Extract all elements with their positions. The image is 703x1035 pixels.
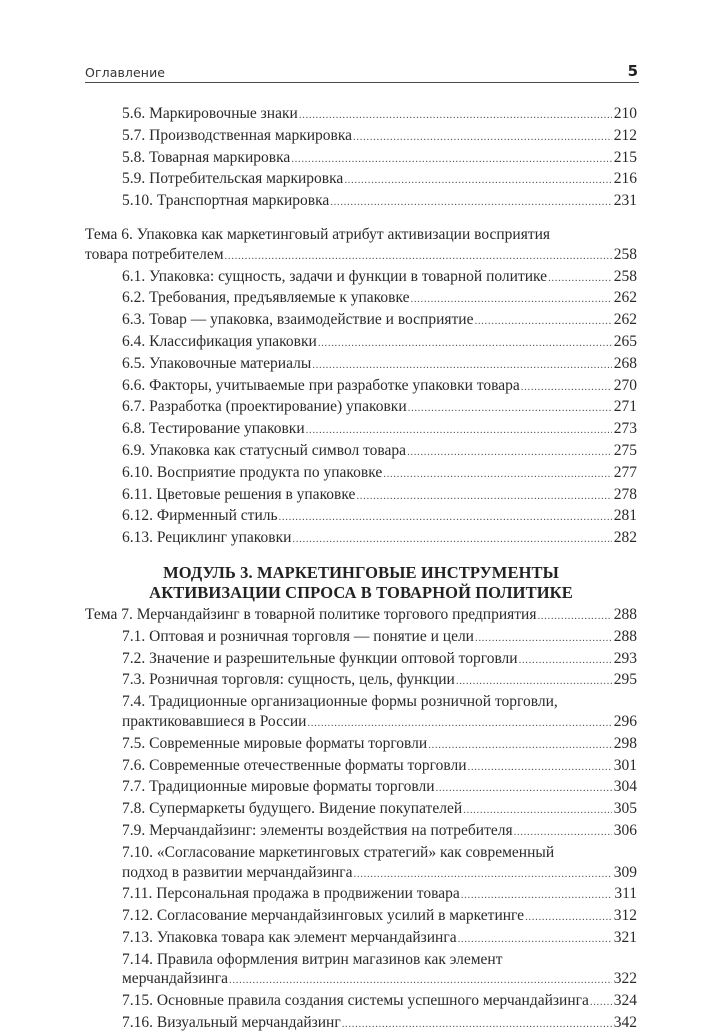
toc-entry-page: 258 (613, 267, 637, 285)
toc-entry[interactable] (85, 148, 637, 170)
toc-entry-page: 304 (613, 778, 637, 796)
dot-leader (525, 908, 612, 928)
toc-entry-title-line1: 7.4. Традиционные организационные формы розничной торговли, (122, 693, 558, 711)
toc-entry-page: 262 (613, 289, 637, 307)
toc-entry-page: 258 (613, 245, 637, 263)
toc-entry[interactable] (85, 1013, 637, 1035)
toc-entry-title: 6.2. Требования, предъявляемые к упаковке (122, 289, 410, 307)
dot-leader (354, 865, 612, 885)
toc-entry-title: 7.2. Значение и разрешительные функции оптовой торговли (122, 649, 518, 667)
toc-entry-page: 275 (613, 441, 637, 459)
toc-entry-title: 7.8. Супермаркеты будущего. Видение покупателей (122, 800, 463, 818)
toc-entry-page: 305 (613, 800, 637, 818)
toc-entry-page: 282 (613, 529, 637, 547)
toc-entry-title: 6.9. Упаковка как статусный символ товара (122, 441, 407, 459)
dot-leader (229, 971, 612, 991)
toc-entry[interactable] (85, 104, 637, 126)
dot-leader (330, 193, 611, 213)
dot-leader (353, 128, 612, 148)
toc-entry[interactable] (85, 485, 637, 507)
toc-entry[interactable] (85, 799, 637, 821)
toc-entry[interactable] (85, 906, 637, 928)
dot-leader (474, 312, 611, 332)
module-heading-line1: МОДУЛЬ 3. МАРКЕТИНГОВЫЕ ИНСТРУМЕНТЫ (163, 562, 559, 582)
toc-entry-title: 7.7. Традиционные мировые форматы торговли (122, 778, 435, 796)
dot-leader (548, 269, 612, 289)
toc-entry[interactable] (85, 756, 637, 778)
toc-entry-page: 312 (613, 907, 637, 925)
dot-leader (342, 1015, 612, 1035)
toc-entry[interactable] (85, 528, 637, 550)
toc-entry-title-line1: 7.14. Правила оформления витрин магазинов как элемент (122, 950, 503, 968)
dot-leader (410, 290, 611, 310)
dot-leader (344, 171, 611, 191)
toc-entry-page: 231 (613, 192, 637, 210)
toc-entry[interactable] (85, 463, 637, 485)
toc-entry-page: 324 (613, 992, 637, 1010)
toc-entry-title: 5.7. Производственная маркировка (122, 126, 353, 144)
toc-entry[interactable] (85, 267, 637, 289)
toc-entry-title: 6.1. Упаковка: сущность, задачи и функции в товарной политике (122, 267, 548, 285)
dot-leader (299, 106, 612, 126)
dot-leader (458, 930, 612, 950)
toc-entry-page: 288 (613, 627, 637, 645)
toc-entry-page: 268 (613, 354, 637, 372)
dot-leader (428, 736, 612, 756)
dot-leader (225, 247, 612, 267)
dot-leader (307, 714, 611, 734)
toc-entry[interactable] (85, 670, 637, 692)
dot-leader (537, 607, 611, 627)
dot-leader (291, 150, 611, 170)
toc-entry-title: 5.8. Товарная маркировка (122, 148, 291, 166)
toc-entry-title: 6.13. Рециклинг упаковки (122, 529, 292, 547)
toc-entry[interactable] (85, 734, 637, 756)
toc-entry-title: 6.12. Фирменный стиль (122, 507, 278, 525)
toc-entry[interactable] (85, 419, 637, 441)
toc-entry-title: 7.6. Современные отечественные форматы торговли (122, 756, 467, 774)
toc-entry-title: 7.11. Персональная продажа в продвижении товара (122, 885, 460, 903)
toc-entry[interactable] (85, 169, 637, 191)
dot-leader (590, 993, 612, 1013)
toc-entry[interactable] (85, 692, 637, 734)
toc-entry-page: 301 (613, 756, 637, 774)
toc-entry-page: 342 (613, 1014, 637, 1032)
toc-entry[interactable] (85, 397, 637, 419)
toc-entry[interactable] (85, 991, 637, 1013)
toc-topic-6[interactable] (85, 225, 637, 267)
toc-entry-page: 298 (613, 734, 637, 752)
running-header (85, 62, 639, 83)
dot-leader (514, 823, 612, 843)
toc-entry-title: 7.5. Современные мировые форматы торговли (122, 734, 428, 752)
dot-leader (519, 651, 612, 671)
toc-entry[interactable] (85, 441, 637, 463)
dot-leader (461, 886, 613, 906)
toc-entry-page: 210 (613, 105, 637, 122)
toc-entry[interactable] (85, 310, 637, 332)
toc-entry-page: 322 (613, 970, 637, 988)
toc-entry-title: 7.15. Основные правила создания системы успешного мерчандайзинга (122, 992, 589, 1010)
toc-entry-page: 281 (613, 507, 637, 525)
toc-entry[interactable] (85, 126, 637, 148)
toc-entry[interactable] (85, 821, 637, 843)
table-of-contents (85, 104, 637, 1035)
toc-entry[interactable] (85, 928, 637, 950)
toc-entry-page: 321 (613, 928, 637, 946)
toc-entry-title: 6.4. Классификация упаковки (122, 332, 317, 350)
toc-entry-title: 6.5. Упаковочные материалы (122, 354, 312, 372)
toc-entry-title: 6.7. Разработка (проектирование) упаковки (122, 398, 407, 416)
toc-entry-title: 7.16. Визуальный мерчандайзинг (122, 1014, 341, 1032)
toc-topic-title: Тема 7. Мерчандайзинг в товарной политике торгового предприятия (85, 605, 537, 623)
toc-entry[interactable] (85, 950, 637, 992)
toc-entry-title-line2: практиковавшиеся в России (122, 712, 307, 730)
dot-leader (468, 758, 612, 778)
dot-leader (456, 672, 612, 692)
dot-leader (408, 399, 612, 419)
toc-entry[interactable] (85, 376, 637, 398)
dot-leader (292, 530, 611, 550)
toc-entry[interactable] (85, 649, 637, 671)
toc-entry-title: 6.10. Восприятие продукта по упаковке (122, 463, 383, 481)
toc-entry-title: 5.6. Маркировочные знаки (122, 105, 298, 122)
toc-entry[interactable] (85, 191, 637, 213)
toc-entry-page: 293 (613, 649, 637, 667)
toc-entry-page: 271 (613, 398, 637, 416)
toc-entry-title: 6.11. Цветовые решения в упаковке (122, 485, 356, 503)
toc-entry-title-line2: подход в развитии мерчандайзинга (122, 863, 353, 881)
dot-leader (356, 487, 611, 507)
toc-topic-7[interactable] (85, 605, 637, 627)
dot-leader (521, 378, 612, 398)
dot-leader (475, 629, 612, 649)
dot-leader (279, 508, 612, 528)
toc-entry-page: 216 (613, 170, 637, 188)
toc-entry[interactable] (85, 843, 637, 885)
toc-topic-title-line1: Тема 6. Упаковка как маркетинговый атрибут активизации восприятия (85, 225, 551, 243)
toc-entry-title: 7.3. Розничная торговля: сущность, цель, функции (122, 671, 455, 689)
toc-entry[interactable] (85, 884, 637, 906)
toc-entry-page: 262 (613, 311, 637, 329)
toc-entry-page: 277 (613, 463, 637, 481)
toc-entry[interactable] (85, 332, 637, 354)
toc-topic-title-line2: товара потребителем (85, 245, 224, 263)
module-heading-line2: АКТИВИЗАЦИИ СПРОСА В ТОВАРНОЙ ПОЛИТИКЕ (149, 582, 573, 602)
toc-entry[interactable] (85, 777, 637, 799)
toc-entry-page: 278 (613, 485, 637, 503)
module-heading (85, 563, 637, 603)
toc-entry[interactable] (85, 627, 637, 649)
toc-entry-title-line2: мерчандайзинга (122, 970, 229, 988)
running-header-title: Оглавление (85, 65, 166, 80)
dot-leader (318, 334, 612, 354)
toc-entry[interactable] (85, 288, 637, 310)
toc-entry-page: 265 (613, 332, 637, 350)
dot-leader (383, 465, 612, 485)
toc-entry-page: 215 (613, 148, 637, 166)
toc-entry-title: 6.8. Тестирование упаковки (122, 420, 305, 438)
toc-entry-page: 311 (614, 885, 637, 903)
toc-entry-title: 5.9. Потребительская маркировка (122, 170, 344, 188)
toc-entry[interactable] (85, 354, 637, 376)
dot-leader (312, 356, 611, 376)
toc-entry-page: 295 (613, 671, 637, 689)
toc-entry-page: 288 (613, 605, 637, 623)
toc-entry-page: 273 (613, 420, 637, 438)
dot-leader (306, 421, 612, 441)
dot-leader (463, 801, 612, 821)
toc-entry-title-line1: 7.10. «Согласование маркетинговых стратегий» как современный (122, 843, 555, 861)
toc-entry-title: 7.13. Упаковка товара как элемент мерчандайзинга (122, 928, 457, 946)
toc-entry[interactable] (85, 506, 637, 528)
dot-leader (436, 779, 612, 799)
toc-entry-title: 7.12. Согласование мерчандайзинговых усилий в маркетинге (122, 907, 525, 925)
toc-entry-page: 296 (613, 712, 637, 730)
toc-entry-title: 7.1. Оптовая и розничная торговля — понятие и цели (122, 627, 474, 645)
toc-entry-page: 309 (613, 863, 637, 881)
page-number: 5 (627, 62, 638, 80)
dot-leader (407, 443, 612, 463)
toc-entry-page: 212 (613, 126, 637, 144)
toc-entry-title: 6.3. Товар — упаковка, взаимодействие и восприятие (122, 311, 474, 329)
toc-entry-title: 6.6. Факторы, учитываемые при разработке упаковки товара (122, 376, 520, 394)
toc-entry-page: 270 (613, 376, 637, 394)
toc-entry-title: 7.9. Мерчандайзинг: элементы воздействия на потребителя (122, 821, 513, 839)
toc-entry-title: 5.10. Транспортная маркировка (122, 192, 330, 210)
toc-entry-page: 306 (613, 821, 637, 839)
